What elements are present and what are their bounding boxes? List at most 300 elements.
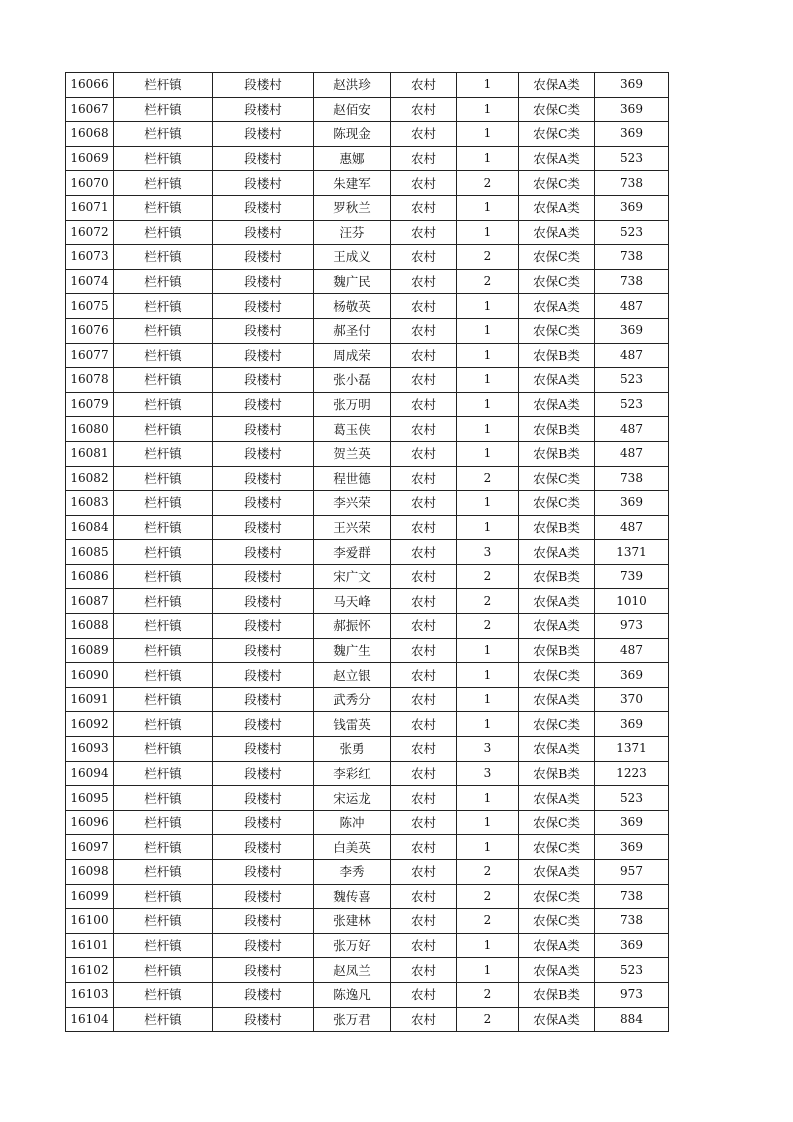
name-cell: 宋运龙 [314,786,391,811]
category-cell: 农保C类 [519,318,595,343]
category-cell: 农保C类 [519,909,595,934]
table-row [66,269,669,294]
type-cell: 农村 [391,97,457,122]
table-row [66,417,669,442]
id-cell: 16104 [66,1007,114,1032]
count-cell: 1 [457,491,519,516]
village-cell: 段楼村 [213,958,314,983]
count-cell: 1 [457,417,519,442]
town-cell: 栏杆镇 [114,958,213,983]
category-cell: 农保A类 [519,958,595,983]
table-row [66,343,669,368]
table-row [66,564,669,589]
category-cell: 农保B类 [519,343,595,368]
count-cell: 1 [457,122,519,147]
category-cell: 农保C类 [519,712,595,737]
category-cell: 农保A类 [519,73,595,98]
category-cell: 农保A类 [519,540,595,565]
town-cell: 栏杆镇 [114,466,213,491]
village-cell: 段楼村 [213,97,314,122]
name-cell: 赵洪珍 [314,73,391,98]
count-cell: 1 [457,515,519,540]
table-row [66,466,669,491]
name-cell: 马天峰 [314,589,391,614]
count-cell: 1 [457,933,519,958]
records-table [65,72,669,1032]
category-cell: 农保C类 [519,269,595,294]
count-cell: 1 [457,786,519,811]
village-cell: 段楼村 [213,909,314,934]
table-row [66,860,669,885]
name-cell: 惠娜 [314,146,391,171]
name-cell: 郝振怀 [314,614,391,639]
count-cell: 2 [457,1007,519,1032]
table-row [66,687,669,712]
amount-cell: 369 [595,663,669,688]
town-cell: 栏杆镇 [114,909,213,934]
table-row [66,122,669,147]
id-cell: 16093 [66,737,114,762]
table-row [66,589,669,614]
village-cell: 段楼村 [213,663,314,688]
id-cell: 16083 [66,491,114,516]
table-row [66,195,669,220]
category-cell: 农保C类 [519,491,595,516]
id-cell: 16084 [66,515,114,540]
village-cell: 段楼村 [213,122,314,147]
table-row [66,835,669,860]
type-cell: 农村 [391,614,457,639]
table-row [66,663,669,688]
town-cell: 栏杆镇 [114,392,213,417]
category-cell: 农保A类 [519,195,595,220]
name-cell: 赵立银 [314,663,391,688]
table-row [66,441,669,466]
count-cell: 1 [457,958,519,983]
name-cell: 郝圣付 [314,318,391,343]
town-cell: 栏杆镇 [114,97,213,122]
category-cell: 农保C类 [519,171,595,196]
name-cell: 武秀分 [314,687,391,712]
town-cell: 栏杆镇 [114,663,213,688]
town-cell: 栏杆镇 [114,810,213,835]
amount-cell: 523 [595,220,669,245]
name-cell: 张勇 [314,737,391,762]
category-cell: 农保A类 [519,146,595,171]
amount-cell: 738 [595,245,669,270]
village-cell: 段楼村 [213,810,314,835]
id-cell: 16074 [66,269,114,294]
id-cell: 16067 [66,97,114,122]
category-cell: 农保A类 [519,392,595,417]
id-cell: 16068 [66,122,114,147]
category-cell: 农保A类 [519,737,595,762]
category-cell: 农保C类 [519,97,595,122]
village-cell: 段楼村 [213,171,314,196]
id-cell: 16094 [66,761,114,786]
table-row [66,171,669,196]
table-row [66,491,669,516]
category-cell: 农保C类 [519,245,595,270]
name-cell: 张万明 [314,392,391,417]
type-cell: 农村 [391,737,457,762]
village-cell: 段楼村 [213,343,314,368]
name-cell: 杨敬英 [314,294,391,319]
id-cell: 16101 [66,933,114,958]
town-cell: 栏杆镇 [114,417,213,442]
amount-cell: 369 [595,835,669,860]
amount-cell: 1010 [595,589,669,614]
id-cell: 16091 [66,687,114,712]
table-row [66,712,669,737]
name-cell: 程世德 [314,466,391,491]
count-cell: 2 [457,860,519,885]
category-cell: 农保B类 [519,515,595,540]
town-cell: 栏杆镇 [114,1007,213,1032]
village-cell: 段楼村 [213,491,314,516]
village-cell: 段楼村 [213,417,314,442]
village-cell: 段楼村 [213,786,314,811]
amount-cell: 739 [595,564,669,589]
id-cell: 16077 [66,343,114,368]
category-cell: 农保C类 [519,663,595,688]
type-cell: 农村 [391,417,457,442]
count-cell: 1 [457,392,519,417]
village-cell: 段楼村 [213,73,314,98]
table-row [66,761,669,786]
type-cell: 农村 [391,195,457,220]
name-cell: 李秀 [314,860,391,885]
count-cell: 1 [457,343,519,368]
id-cell: 16102 [66,958,114,983]
name-cell: 周成荣 [314,343,391,368]
count-cell: 3 [457,540,519,565]
type-cell: 农村 [391,933,457,958]
amount-cell: 487 [595,343,669,368]
count-cell: 1 [457,294,519,319]
table-row [66,97,669,122]
town-cell: 栏杆镇 [114,171,213,196]
table-row [66,294,669,319]
amount-cell: 1223 [595,761,669,786]
amount-cell: 1371 [595,540,669,565]
id-cell: 16100 [66,909,114,934]
count-cell: 1 [457,368,519,393]
category-cell: 农保B类 [519,982,595,1007]
table-row [66,982,669,1007]
town-cell: 栏杆镇 [114,146,213,171]
type-cell: 农村 [391,245,457,270]
name-cell: 葛玉侠 [314,417,391,442]
category-cell: 农保A类 [519,860,595,885]
amount-cell: 369 [595,97,669,122]
count-cell: 1 [457,712,519,737]
amount-cell: 523 [595,786,669,811]
amount-cell: 369 [595,195,669,220]
category-cell: 农保A类 [519,614,595,639]
village-cell: 段楼村 [213,737,314,762]
town-cell: 栏杆镇 [114,441,213,466]
type-cell: 农村 [391,220,457,245]
village-cell: 段楼村 [213,294,314,319]
table-row [66,810,669,835]
type-cell: 农村 [391,318,457,343]
category-cell: 农保C类 [519,835,595,860]
id-cell: 16078 [66,368,114,393]
town-cell: 栏杆镇 [114,195,213,220]
town-cell: 栏杆镇 [114,982,213,1007]
table-row [66,146,669,171]
town-cell: 栏杆镇 [114,318,213,343]
village-cell: 段楼村 [213,860,314,885]
type-cell: 农村 [391,146,457,171]
amount-cell: 487 [595,638,669,663]
id-cell: 16096 [66,810,114,835]
category-cell: 农保A类 [519,687,595,712]
table-row [66,220,669,245]
town-cell: 栏杆镇 [114,589,213,614]
type-cell: 农村 [391,515,457,540]
name-cell: 魏广生 [314,638,391,663]
amount-cell: 370 [595,687,669,712]
count-cell: 2 [457,245,519,270]
amount-cell: 487 [595,294,669,319]
type-cell: 农村 [391,343,457,368]
name-cell: 李兴荣 [314,491,391,516]
amount-cell: 523 [595,368,669,393]
village-cell: 段楼村 [213,441,314,466]
amount-cell: 487 [595,515,669,540]
village-cell: 段楼村 [213,515,314,540]
village-cell: 段楼村 [213,195,314,220]
table-row [66,73,669,98]
village-cell: 段楼村 [213,982,314,1007]
town-cell: 栏杆镇 [114,368,213,393]
name-cell: 陈冲 [314,810,391,835]
type-cell: 农村 [391,810,457,835]
town-cell: 栏杆镇 [114,884,213,909]
type-cell: 农村 [391,466,457,491]
id-cell: 16075 [66,294,114,319]
name-cell: 钱雷英 [314,712,391,737]
town-cell: 栏杆镇 [114,564,213,589]
amount-cell: 369 [595,810,669,835]
village-cell: 段楼村 [213,687,314,712]
count-cell: 1 [457,73,519,98]
amount-cell: 1371 [595,737,669,762]
id-cell: 16071 [66,195,114,220]
town-cell: 栏杆镇 [114,294,213,319]
amount-cell: 369 [595,933,669,958]
id-cell: 16095 [66,786,114,811]
type-cell: 农村 [391,171,457,196]
table-row [66,958,669,983]
type-cell: 农村 [391,294,457,319]
id-cell: 16098 [66,860,114,885]
town-cell: 栏杆镇 [114,786,213,811]
type-cell: 农村 [391,392,457,417]
table-row [66,638,669,663]
count-cell: 1 [457,97,519,122]
amount-cell: 523 [595,392,669,417]
name-cell: 朱建军 [314,171,391,196]
village-cell: 段楼村 [213,245,314,270]
category-cell: 农保C类 [519,884,595,909]
town-cell: 栏杆镇 [114,737,213,762]
id-cell: 16088 [66,614,114,639]
town-cell: 栏杆镇 [114,761,213,786]
town-cell: 栏杆镇 [114,835,213,860]
type-cell: 农村 [391,860,457,885]
type-cell: 农村 [391,712,457,737]
name-cell: 王成义 [314,245,391,270]
village-cell: 段楼村 [213,589,314,614]
town-cell: 栏杆镇 [114,220,213,245]
category-cell: 农保B类 [519,638,595,663]
amount-cell: 738 [595,171,669,196]
village-cell: 段楼村 [213,835,314,860]
table-row [66,318,669,343]
id-cell: 16072 [66,220,114,245]
table-row [66,540,669,565]
name-cell: 陈现金 [314,122,391,147]
category-cell: 农保B类 [519,417,595,442]
name-cell: 赵凤兰 [314,958,391,983]
village-cell: 段楼村 [213,220,314,245]
count-cell: 1 [457,195,519,220]
count-cell: 2 [457,171,519,196]
category-cell: 农保A类 [519,220,595,245]
count-cell: 1 [457,441,519,466]
village-cell: 段楼村 [213,368,314,393]
town-cell: 栏杆镇 [114,515,213,540]
id-cell: 16086 [66,564,114,589]
table-row [66,786,669,811]
id-cell: 16066 [66,73,114,98]
type-cell: 农村 [391,122,457,147]
village-cell: 段楼村 [213,712,314,737]
type-cell: 农村 [391,958,457,983]
id-cell: 16092 [66,712,114,737]
id-cell: 16079 [66,392,114,417]
table-row [66,1007,669,1032]
id-cell: 16090 [66,663,114,688]
type-cell: 农村 [391,564,457,589]
name-cell: 白美英 [314,835,391,860]
name-cell: 宋广文 [314,564,391,589]
village-cell: 段楼村 [213,884,314,909]
name-cell: 张建林 [314,909,391,934]
table-row [66,368,669,393]
amount-cell: 369 [595,491,669,516]
count-cell: 2 [457,614,519,639]
category-cell: 农保A类 [519,1007,595,1032]
amount-cell: 487 [595,441,669,466]
amount-cell: 973 [595,982,669,1007]
amount-cell: 738 [595,909,669,934]
village-cell: 段楼村 [213,614,314,639]
type-cell: 农村 [391,368,457,393]
type-cell: 农村 [391,761,457,786]
id-cell: 16103 [66,982,114,1007]
table-row [66,245,669,270]
village-cell: 段楼村 [213,564,314,589]
id-cell: 16080 [66,417,114,442]
name-cell: 罗秋兰 [314,195,391,220]
table-row [66,392,669,417]
village-cell: 段楼村 [213,540,314,565]
table-row [66,737,669,762]
id-cell: 16069 [66,146,114,171]
type-cell: 农村 [391,909,457,934]
type-cell: 农村 [391,687,457,712]
count-cell: 2 [457,564,519,589]
village-cell: 段楼村 [213,933,314,958]
name-cell: 李彩红 [314,761,391,786]
name-cell: 张万好 [314,933,391,958]
count-cell: 3 [457,761,519,786]
town-cell: 栏杆镇 [114,933,213,958]
id-cell: 16076 [66,318,114,343]
category-cell: 农保B类 [519,761,595,786]
count-cell: 2 [457,589,519,614]
type-cell: 农村 [391,786,457,811]
town-cell: 栏杆镇 [114,491,213,516]
category-cell: 农保A类 [519,589,595,614]
amount-cell: 369 [595,712,669,737]
town-cell: 栏杆镇 [114,860,213,885]
id-cell: 16070 [66,171,114,196]
town-cell: 栏杆镇 [114,343,213,368]
category-cell: 农保B类 [519,564,595,589]
id-cell: 16082 [66,466,114,491]
type-cell: 农村 [391,638,457,663]
town-cell: 栏杆镇 [114,122,213,147]
amount-cell: 957 [595,860,669,885]
category-cell: 农保A类 [519,368,595,393]
category-cell: 农保A类 [519,294,595,319]
count-cell: 3 [457,737,519,762]
name-cell: 赵佰安 [314,97,391,122]
type-cell: 农村 [391,269,457,294]
name-cell: 陈逸凡 [314,982,391,1007]
village-cell: 段楼村 [213,466,314,491]
type-cell: 农村 [391,441,457,466]
amount-cell: 369 [595,318,669,343]
table-row [66,614,669,639]
id-cell: 16073 [66,245,114,270]
type-cell: 农村 [391,884,457,909]
amount-cell: 369 [595,122,669,147]
count-cell: 1 [457,810,519,835]
type-cell: 农村 [391,835,457,860]
id-cell: 16099 [66,884,114,909]
town-cell: 栏杆镇 [114,269,213,294]
category-cell: 农保C类 [519,122,595,147]
count-cell: 2 [457,982,519,1007]
id-cell: 16087 [66,589,114,614]
town-cell: 栏杆镇 [114,638,213,663]
type-cell: 农村 [391,1007,457,1032]
id-cell: 16081 [66,441,114,466]
count-cell: 1 [457,687,519,712]
village-cell: 段楼村 [213,761,314,786]
type-cell: 农村 [391,982,457,1007]
town-cell: 栏杆镇 [114,540,213,565]
table-row [66,884,669,909]
category-cell: 农保B类 [519,441,595,466]
count-cell: 2 [457,884,519,909]
